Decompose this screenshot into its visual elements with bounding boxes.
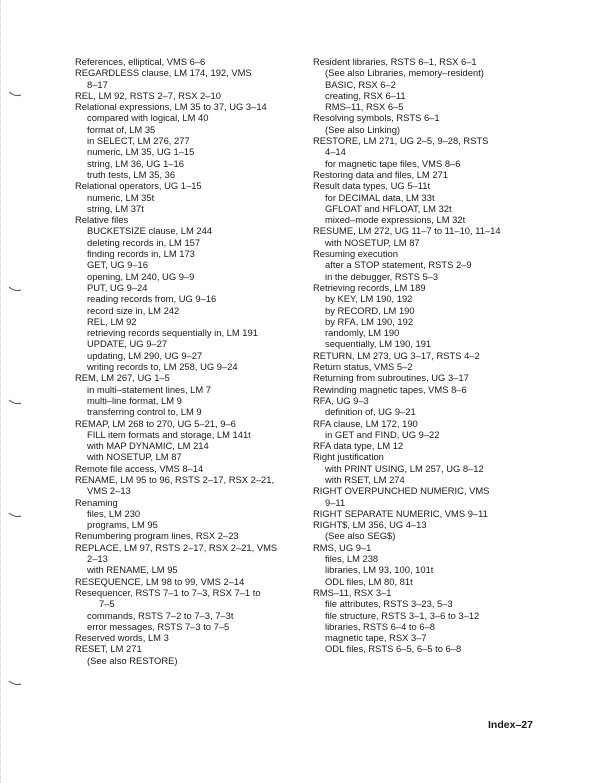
index-entry: REL, LM 92, RSTS 2–7, RSX 2–10 xyxy=(75,89,221,101)
index-subentry: transferring control to, LM 9 xyxy=(87,406,202,418)
index-subentry: with NOSETUP, LM 87 xyxy=(325,236,420,248)
index-subentry: updating, LM 290, UG 9–27 xyxy=(87,349,203,361)
index-subentry: libraries, LM 93, 100, 101t xyxy=(325,564,434,576)
margin-hole-mark xyxy=(8,680,22,686)
index-subentry: libraries, RSTS 6–4 to 6–8 xyxy=(325,620,435,632)
index-entry: RIGHT SEPARATE NUMERIC, VMS 9–11 xyxy=(313,507,488,519)
index-subentry: format of, LM 35 xyxy=(87,123,156,135)
margin-hole-mark xyxy=(8,286,22,292)
index-subentry: with MAP DYNAMIC, LM 214 xyxy=(87,440,209,452)
index-subentry: with NOSETUP, LM 87 xyxy=(87,451,182,463)
index-subentry: VMS 2–13 xyxy=(87,485,131,497)
index-subentry: multi–line format, LM 9 xyxy=(87,394,182,406)
index-entry: RFA, UG 9–3 xyxy=(313,394,369,406)
index-subentry: (See also RESTORE) xyxy=(87,654,178,666)
index-subentry: sequentially, LM 190, 191 xyxy=(325,338,432,350)
index-entry: Returning from subroutines, UG 3–17 xyxy=(313,372,469,384)
index-column-left xyxy=(75,56,300,666)
index-subentry: by KEY, LM 190, 192 xyxy=(325,293,413,305)
index-subentry: retrieving records sequentially in, LM 191 xyxy=(87,327,258,339)
index-subentry: in SELECT, LM 276, 277 xyxy=(87,135,190,147)
index-subentry: opening, LM 240, UG 9–9 xyxy=(87,270,195,282)
index-subentry: file structure, RSTS 3–1, 3–6 to 3–12 xyxy=(325,609,480,621)
index-subentry: FILL item formats and storage, LM 141t xyxy=(87,428,251,440)
index-subentry: REL, LM 92 xyxy=(87,315,137,327)
index-entry: References, elliptical, VMS 6–6 xyxy=(75,56,206,67)
index-entry: REPLACE, LM 97, RSTS 2–17, RSX 2–21, VMS xyxy=(75,541,278,553)
index-entry: RESEQUENCE, LM 98 to 99, VMS 2–14 xyxy=(75,575,245,587)
index-entry: Renumbering program lines, RSX 2–23 xyxy=(75,530,239,542)
index-subentry: 8–17 xyxy=(87,78,108,90)
index-subentry: ODL files, LM 80, 81t xyxy=(325,575,413,587)
index-entry: Resuming execution xyxy=(313,248,398,260)
index-subentry: file attributes, RSTS 3–23, 5–3 xyxy=(325,598,453,610)
index-entry: Right justification xyxy=(313,451,384,463)
index-subentry: (See also SEG$) xyxy=(325,530,396,542)
index-entry: Return status, VMS 5–2 xyxy=(313,361,413,373)
index-column-right xyxy=(313,56,538,655)
index-subentry: UPDATE, UG 9–27 xyxy=(87,338,168,350)
index-subentry: mixed–mode expressions, LM 32t xyxy=(325,214,466,226)
index-subentry: for magnetic tape files, VMS 8–6 xyxy=(325,157,461,169)
index-subentry: by RFA, LM 190, 192 xyxy=(325,315,414,327)
index-entry: RFA data type, LM 12 xyxy=(313,440,404,452)
index-subentry: GET, UG 9–16 xyxy=(87,259,148,271)
index-entry: Remote file access, VMS 8–14 xyxy=(75,462,204,474)
index-subentry: record size in, LM 242 xyxy=(87,304,180,316)
index-subentry: in GET and FIND, UG 9–22 xyxy=(325,428,440,440)
index-subentry: string, LM 36, UG 1–16 xyxy=(87,157,184,169)
index-subentry: randomly, LM 190 xyxy=(325,327,400,339)
index-subentry: BASIC, RSX 6–2 xyxy=(325,78,396,90)
index-entry: REMAP, LM 268 to 270, UG 5–21, 9–6 xyxy=(75,417,236,429)
index-entry: Result data types, UG 5–11t xyxy=(313,180,431,192)
index-subentry: by RECORD, LM 190 xyxy=(325,304,415,316)
index-entry: Relational expressions, LM 35 to 37, UG 3–14 xyxy=(75,101,267,113)
index-subentry: after a STOP statement, RSTS 2–9 xyxy=(325,259,472,271)
index-entry: Resequencer, RSTS 7–1 to 7–3, RSX 7–1 to xyxy=(75,586,261,598)
margin-hole-mark xyxy=(8,399,22,405)
index-subentry: ODL files, RSTS 6–5, 6–5 to 6–8 xyxy=(325,643,462,655)
index-subentry: 7–5 xyxy=(99,598,115,610)
index-entry: Relational operators, UG 1–15 xyxy=(75,180,202,192)
index-subentry: deleting records in, LM 157 xyxy=(87,236,201,248)
margin-hole-mark xyxy=(8,91,22,97)
index-entry: RFA clause, LM 172, 190 xyxy=(313,417,418,429)
index-subentry: definition of, UG 9–21 xyxy=(325,406,416,418)
index-subentry: finding records in, LM 173 xyxy=(87,248,195,260)
index-entry: RESUME, LM 272, UG 11–7 to 11–10, 11–14 xyxy=(313,225,501,237)
index-subentry: with RSET, LM 274 xyxy=(325,473,405,485)
index-subentry: files, LM 238 xyxy=(325,553,379,565)
index-entry: RESTORE, LM 271, UG 2–5, 9–28, RSTS xyxy=(313,135,489,147)
index-entry: Rewinding magnetic tapes, VMS 8–6 xyxy=(313,383,467,395)
index-subentry: with RENAME, LM 95 xyxy=(87,564,178,576)
index-subentry: numeric, LM 35t xyxy=(87,191,155,203)
index-subentry: numeric, LM 35, UG 1–15 xyxy=(87,146,195,158)
index-entry: Relative files xyxy=(75,214,129,226)
index-entry: REGARDLESS clause, LM 174, 192, VMS xyxy=(75,67,252,79)
index-entry: RIGHT OVERPUNCHED NUMERIC, VMS xyxy=(313,485,490,497)
index-entry: REM, LM 267, UG 1–5 xyxy=(75,372,170,384)
index-subentry: PUT, UG 9–24 xyxy=(87,281,148,293)
index-entry: RMS, UG 9–1 xyxy=(313,541,372,553)
index-entry: RESET, LM 271 xyxy=(75,643,142,655)
index-subentry: in multi–statement lines, LM 7 xyxy=(87,383,212,395)
index-entry: Renaming xyxy=(75,496,118,508)
index-subentry: error messages, RSTS 7–3 to 7–5 xyxy=(87,620,230,632)
index-entry: Resident libraries, RSTS 6–1, RSX 6–1 xyxy=(313,56,477,67)
index-subentry: (See also Libraries, memory–resident) xyxy=(325,67,484,79)
index-subentry: reading records from, UG 9–16 xyxy=(87,293,217,305)
index-entry: RENAME, LM 95 to 96, RSTS 2–17, RSX 2–21, xyxy=(75,473,275,485)
index-entry: RIGHT$, LM 356, UG 4–13 xyxy=(313,519,427,531)
index-subentry: 4–14 xyxy=(325,146,346,158)
index-entry: Reserved words, LM 3 xyxy=(75,632,169,644)
index-subentry: in the debugger, RSTS 5–3 xyxy=(325,270,439,282)
index-subentry: programs, LM 95 xyxy=(87,519,158,531)
index-subentry: creating, RSX 6–11 xyxy=(325,89,406,101)
index-subentry: writing records to, LM 258, UG 9–24 xyxy=(87,361,238,373)
index-subentry: compared with logical, LM 40 xyxy=(87,112,209,124)
index-subentry: commands, RSTS 7–2 to 7–3, 7–3t xyxy=(87,609,234,621)
index-entry: Restoring data and files, LM 271 xyxy=(313,168,448,180)
index-subentry: GFLOAT and HFLOAT, LM 32t xyxy=(325,202,452,214)
index-subentry: BUCKETSIZE clause, LM 244 xyxy=(87,225,213,237)
index-subentry: string, LM 37t xyxy=(87,202,144,214)
index-entry: RETURN, LM 273, UG 3–17, RSTS 4–2 xyxy=(313,349,480,361)
index-entry: RMS–11, RSX 3–1 xyxy=(313,586,392,598)
index-subentry: magnetic tape, RSX 3–7 xyxy=(325,632,427,644)
index-entry: Resolving symbols, RSTS 6–1 xyxy=(313,112,440,124)
index-entry: Retrieving records, LM 189 xyxy=(313,281,426,293)
index-subentry: files, LM 230 xyxy=(87,507,141,519)
index-subentry: for DECIMAL data, LM 33t xyxy=(325,191,435,203)
index-subentry: 2–13 xyxy=(87,553,108,565)
index-subentry: 9–11 xyxy=(325,496,346,508)
scan-edge-dots xyxy=(0,0,3,783)
index-subentry: with PRINT USING, LM 257, UG 8–12 xyxy=(325,462,484,474)
page-number: Index–27 xyxy=(488,719,533,731)
index-subentry: (See also Linking) xyxy=(325,123,401,135)
margin-hole-mark xyxy=(8,512,22,518)
index-subentry: RMS–11, RSX 6–5 xyxy=(325,101,404,113)
index-subentry: truth tests, LM 35, 36 xyxy=(87,168,176,180)
